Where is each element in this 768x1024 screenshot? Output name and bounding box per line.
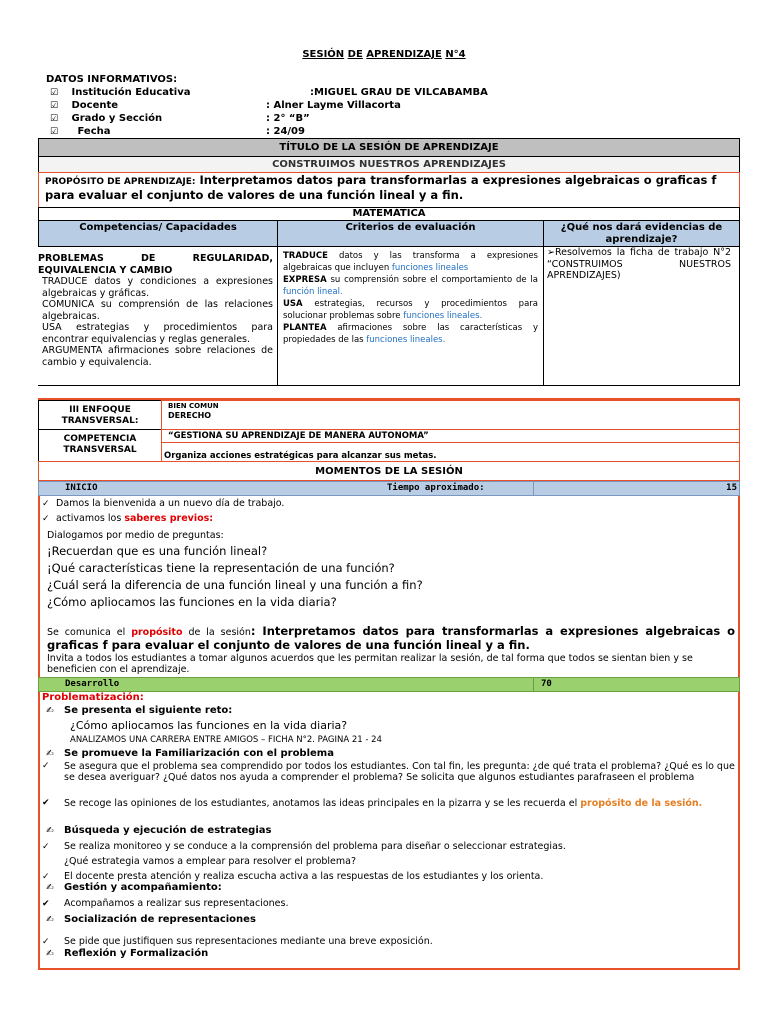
step-text: ANALIZAMOS UNA CARRERA ENTRE AMIGOS – FICHA N°2. PAGINA 21 - 24 bbox=[70, 735, 382, 745]
step-item: ✓ El docente presta atención y realiza escucha activa a las respuestas de los estudiantes y los orienta. bbox=[42, 871, 544, 882]
competencia-line: TRADUCE datos y condiciones a expresiones algebraicas y gráficas. bbox=[42, 276, 273, 299]
checkbox-icon: ☑ bbox=[50, 88, 59, 98]
hand-pointer-icon: ✍ bbox=[46, 706, 54, 716]
hand-pointer-icon: ✍ bbox=[46, 915, 54, 925]
question: ¡Recuerdan que es una función lineal? bbox=[47, 544, 268, 558]
session-title-header: TÍTULO DE LA SESIÓN DE APRENDIZAJE bbox=[38, 138, 740, 157]
info-label: Docente bbox=[71, 100, 119, 111]
desarrollo-label: Desarrollo bbox=[65, 679, 120, 689]
checkbox-icon: ☑ bbox=[50, 101, 59, 111]
info-label: Fecha bbox=[77, 126, 111, 137]
inicio-item: ✓ Damos la bienvenida a un nuevo día de trabajo. bbox=[42, 498, 285, 509]
info-value: : Alner Layme Villacorta bbox=[266, 100, 401, 111]
hand-pointer-icon: ✍ bbox=[46, 883, 54, 893]
competencias-table bbox=[38, 220, 740, 386]
competencia-line: COMUNICA su comprensión de las relaciones algebraicas. bbox=[42, 299, 273, 322]
step-item: ✓ Se pide que justifiquen sus representaciones mediante una breve exposición. bbox=[42, 936, 433, 947]
step-heading: ✍ Búsqueda y ejecución de estrategias bbox=[46, 825, 272, 836]
enfoque-values bbox=[161, 400, 740, 430]
question: ¡Qué características tiene la representación de una función? bbox=[47, 561, 395, 575]
tiempo-label: Tiempo aproximado: bbox=[387, 483, 485, 493]
competencia-line: USA estrategias y procedimientos para encontrar equivalencias y reglas generales. bbox=[42, 322, 273, 345]
evidencias-cell bbox=[543, 246, 740, 386]
enfoque-value: DERECHO bbox=[168, 411, 212, 420]
step-heading: ✍ Se presenta el siguiente reto: bbox=[46, 705, 233, 716]
question: ¿Cuál será la diferencia de una función lineal y una función a fin? bbox=[47, 578, 423, 592]
step-item: ✔ Se recoge las opiniones de los estudiantes, anotamos las ideas principales en la pizarra y se les recuerda el propósito de la sesión. bbox=[42, 798, 703, 809]
hand-pointer-icon: ✍ bbox=[46, 949, 54, 959]
checkbox-icon: ☑ bbox=[50, 114, 59, 124]
info-value: : 24/09 bbox=[266, 126, 305, 137]
checkbox-icon: ☑ bbox=[50, 127, 59, 137]
datos-informativos bbox=[46, 73, 746, 138]
area-label: MATEMÁTICA bbox=[38, 207, 740, 221]
session-title: CONSTRUIMOS NUESTROS APRENDIZAJES bbox=[38, 156, 740, 173]
criterio-item: USA estrategias, recursos y procedimientos para solucionar problemas sobre funciones lineales. bbox=[283, 299, 538, 321]
step-text: ¿Qué estrategia vamos a emplear para resolver el problema? bbox=[64, 856, 357, 867]
check-icon: ✓ bbox=[42, 514, 50, 524]
criterio-item: PLANTEA afirmaciones sobre las características y propiedades de las funciones lineales. bbox=[283, 323, 538, 345]
step-heading: ✍ Se promueve la Familiarización con el problema bbox=[46, 748, 334, 759]
inicio-content bbox=[38, 496, 740, 677]
hand-pointer-icon: ✍ bbox=[46, 749, 54, 759]
inicio-bar bbox=[38, 481, 740, 496]
purpose-label: PROPÓSITO DE APRENDIZAJE: bbox=[45, 177, 196, 187]
desarrollo-bar bbox=[38, 677, 740, 692]
step-heading: ✍ Gestión y acompañamiento: bbox=[46, 882, 222, 893]
problematizacion-label: Problematización: bbox=[42, 692, 144, 703]
check-icon: ✓ bbox=[42, 499, 50, 509]
inicio-text: Dialogamos por medio de preguntas: bbox=[47, 530, 224, 541]
header-evidencias: ¿Qué nos dará evidencias de aprendizaje? bbox=[543, 220, 740, 247]
check-icon: ✓ bbox=[42, 872, 50, 882]
info-label: Grado y Sección bbox=[71, 113, 163, 124]
header-competencias: Competencias/ Capacidades bbox=[38, 220, 278, 247]
step-text: ¿Cómo apliocamos las funciones en la vida diaria? bbox=[70, 719, 348, 732]
enfoque-value: BIEN COMUN bbox=[168, 402, 219, 410]
info-row bbox=[46, 86, 746, 99]
info-row bbox=[46, 125, 746, 138]
competencia-title: PROBLEMAS DE REGULARIDAD, EQUIVALENCIA Y CAMBIO bbox=[38, 253, 273, 276]
competencias-cell bbox=[38, 246, 278, 386]
competencia-transversal-label: COMPETENCIA TRANSVERSAL bbox=[38, 429, 162, 462]
competencia-transversal-1: “GESTIONA SU APRENDIZAJE DE MANERA AUTONOMA” bbox=[161, 429, 740, 443]
header-criterios: Criterios de evaluación bbox=[277, 220, 544, 247]
criterio-item: TRADUCE datos y las transforma a expresiones algebraicas que incluyen funciones lineales bbox=[283, 251, 538, 273]
purpose-text: Interpretamos datos para transformarlas a expresiones algebraicas o graficas f para evaluar el conjunto de valores de una función lineal y a fin. bbox=[45, 173, 717, 202]
inicio-text: Invita a todos los estudiantes a tomar algunos acuerdos que les permitan realizar la sesión, de tal forma que todos se sientan bien y se beneficien con el aprendizaje. bbox=[47, 653, 693, 675]
step-item: ✓ Se realiza monitoreo y se conduce a la comprensión del problema para diseñar o seleccionar estrategias. bbox=[42, 841, 566, 852]
hand-pointer-icon: ✍ bbox=[46, 826, 54, 836]
check-icon: ✔ bbox=[42, 798, 50, 808]
desarrollo-value: 70 bbox=[541, 679, 552, 689]
info-row bbox=[46, 112, 746, 125]
enfoque-label: III ENFOQUE TRANSVERSAL: bbox=[38, 400, 162, 430]
step-heading: ✍ Reflexión y Formalización bbox=[46, 948, 209, 959]
inicio-label: INICIO bbox=[65, 483, 98, 493]
competencia-line: ARGUMENTA afirmaciones sobre relaciones de cambio y equivalencia. bbox=[42, 345, 273, 368]
purpose-box bbox=[38, 172, 740, 208]
check-icon: ✔ bbox=[42, 899, 50, 909]
info-label: Institución Educativa bbox=[71, 87, 191, 98]
page-title: SESIÓN DE APRENDIZAJE N°4 bbox=[302, 49, 466, 60]
criterios-cell bbox=[277, 246, 544, 386]
check-icon: ✓ bbox=[42, 842, 50, 852]
info-row bbox=[46, 99, 746, 112]
check-icon: ✓ bbox=[42, 761, 50, 771]
check-icon: ✓ bbox=[42, 937, 50, 947]
step-heading: ✍ Socialización de representaciones bbox=[46, 914, 256, 925]
step-item: ✔ Acompañamos a realizar sus representaciones. bbox=[42, 898, 289, 909]
arrow-bullet-icon: ➢ bbox=[547, 247, 555, 258]
momentos-header: MOMENTOS DE LA SESIÓN bbox=[38, 461, 740, 481]
evidence-text: Resolvemos la ficha de trabajo N°2 “CONSTRUIMOS NUESTROS APRENDIZAJES) bbox=[547, 247, 731, 281]
info-value: : 2° “B” bbox=[266, 113, 310, 124]
info-value: :MIGUEL GRAU DE VILCABAMBA bbox=[310, 87, 488, 98]
competencia-transversal-2: Organiza acciones estratégicas para alcanzar sus metas. bbox=[161, 442, 740, 462]
step-item: ✓ Se asegura que el problema sea comprendido por todos los estudiantes. Con tal fin, les pregunta: ¿de qué trata el problema? ¿Qué es lo que se desea averiguar? ¿Qué datos nos ayuda a comprender el problema? Se solicita que algunos estudiantes parafraseen el problema bbox=[42, 761, 735, 783]
tiempo-value: 15 bbox=[726, 483, 737, 493]
criterio-item: EXPRESA su comprensión sobre el comportamiento de la función lineal. bbox=[283, 275, 538, 297]
desarrollo-content bbox=[38, 692, 740, 970]
question: ¿Cómo apliocamos las funciones en la vida diaria? bbox=[47, 595, 337, 609]
datos-heading: DATOS INFORMATIVOS: bbox=[46, 74, 178, 85]
inicio-item: ✓ activamos los saberes previos: bbox=[42, 513, 214, 524]
purpose-communication: Se comunica el propósito de la sesión: Interpretamos datos para transformarlas a expresiones algebraicas o graficas f para evaluar el conjunto de valores de una función lineal y a fin. bbox=[47, 624, 735, 652]
